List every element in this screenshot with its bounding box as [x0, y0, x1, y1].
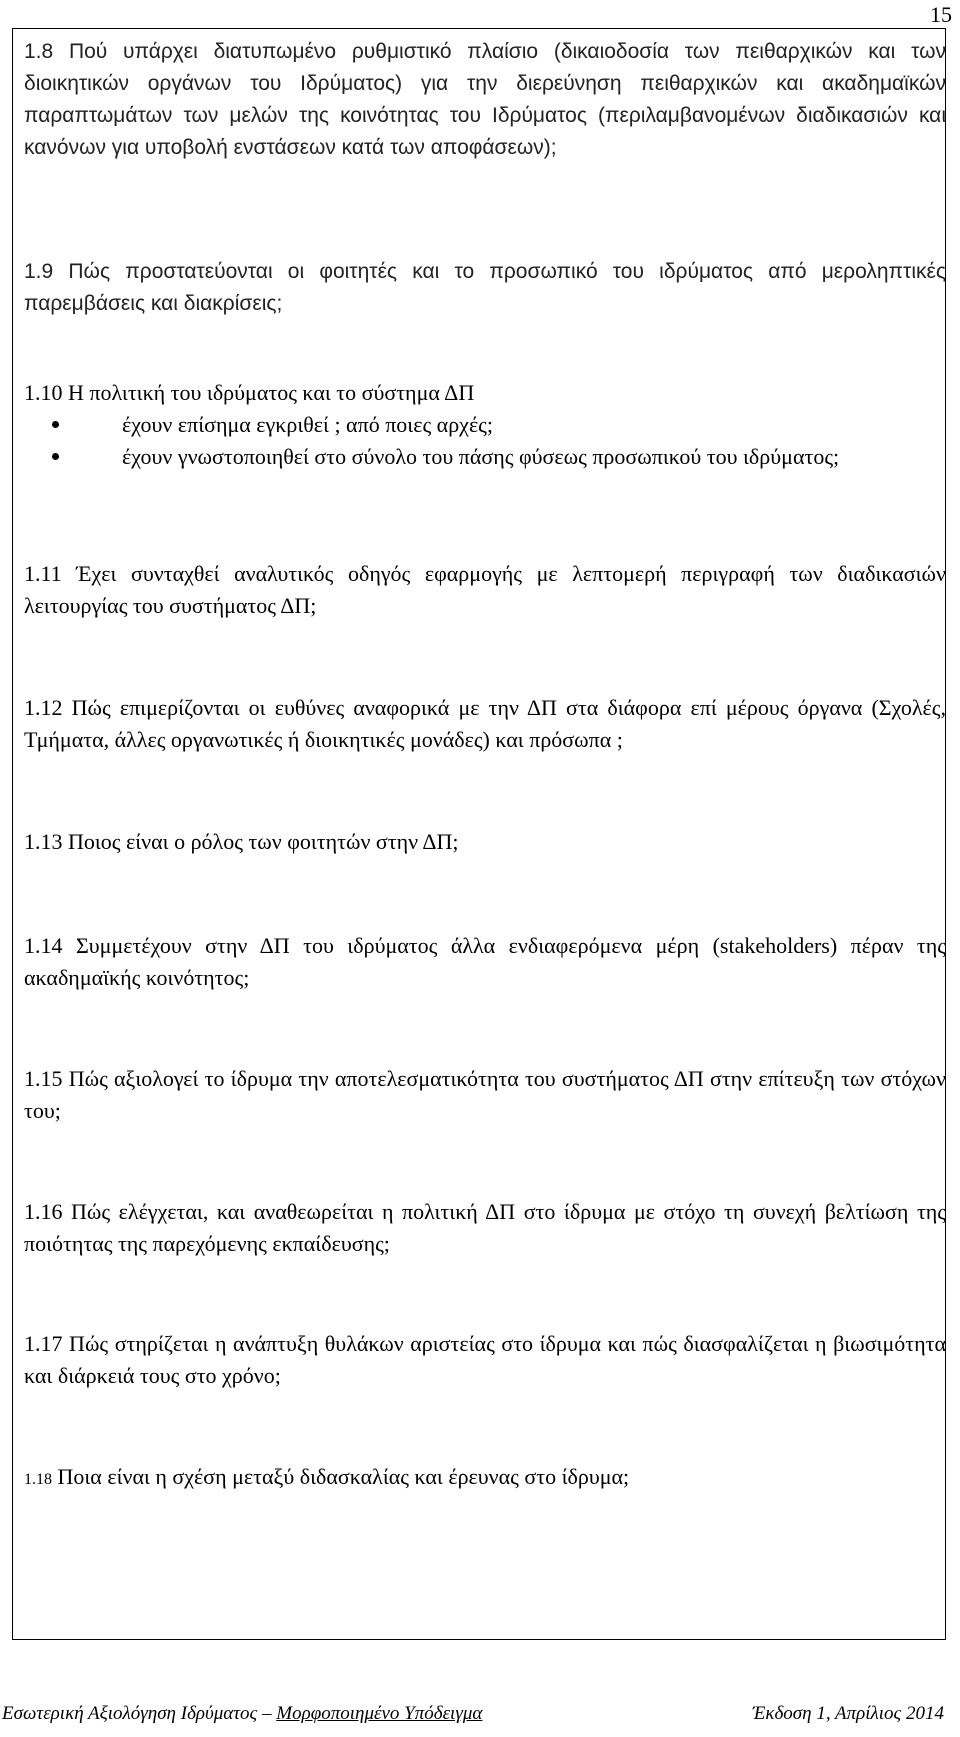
question-1-11: 1.11 Έχει συνταχθεί αναλυτικός οδηγός εφαρμογής με λεπτομερή περιγραφή των διαδικασιών λειτουργίας του συστήματος ΔΠ;: [24, 561, 946, 618]
page-number: 15: [930, 2, 952, 27]
question-1-16: 1.16 Πώς ελέγχεται, και αναθεωρείται η πολιτική ΔΠ στο ίδρυμα με στόχο τη συνεχή βελτίωση της ποιότητας της παρεχόμενης εκπαίδευσης;: [24, 1199, 946, 1256]
question-1-14: 1.14 Συμμετέχουν στην ΔΠ του ιδρύματος άλλα ενδιαφερόμενα μέρη (stakeholders) πέραν της ακαδημαϊκής κοινότητος;: [24, 933, 946, 990]
question-1-10: [24, 377, 946, 473]
footer-left: [2, 1702, 482, 1726]
bullet-item: έχουν επίσημα εγκριθεί ; από ποιες αρχές;: [24, 409, 946, 441]
footer-version: Έκδοση 1, Απρίλιος 2014: [752, 1703, 944, 1724]
bullet-item: έχουν γνωστοποιηθεί στο σύνολο του πάσης φύσεως προσωπικού του ιδρύματος;: [24, 441, 946, 473]
question-1-12: 1.12 Πώς επιμερίζονται οι ευθύνες αναφορικά με την ΔΠ στα διάφορα επί μέρους όργανα (Σχολές, Τμήματα, άλλες οργανωτικές ή διοικητικές μονάδες) και πρόσωπα ;: [24, 695, 946, 752]
question-1-17: 1.17 Πώς στηρίζεται η ανάπτυξη θυλάκων αριστείας στο ίδρυμα και πώς διασφαλίζεται η βιωσιμότητα και διάρκειά τους στο χρόνο;: [24, 1331, 946, 1388]
footer-document-title: Εσωτερική Αξιολόγηση Ιδρύματος –: [2, 1703, 277, 1724]
question-1-8: 1.8 Πού υπάρχει διατυπωμένο ρυθμιστικό πλαίσιο (δικαιοδοσία των πειθαρχικών και των διοικητικών οργάνων του Ιδρύματος) για την διερεύνηση πειθαρχικών και ακαδημαϊκών παραπτωμάτων των μελών της κοινότητας του Ιδρύματος (περιλαμβανομένων διαδικασιών και κανόνων για υποβολή ενστάσεων κατά των αποφάσεων);: [24, 40, 946, 159]
footer-template-label: Μορφοποιημένο Υπόδειγμα: [276, 1703, 483, 1724]
question-1-10-title: 1.10 Η πολιτική του ιδρύματος και το σύστημα ΔΠ: [24, 380, 475, 405]
question-1-18-number: 1.18: [24, 1471, 52, 1488]
question-1-9: 1.9 Πώς προστατεύονται οι φοιτητές και το προσωπικό του ιδρύματος από μεροληπτικές παρεμβάσεις και διακρίσεις;: [24, 260, 946, 315]
question-1-13: 1.13 Ποιος είναι ο ρόλος των φοιτητών στην ΔΠ;: [24, 829, 459, 854]
question-1-18-text: Ποια είναι η σχέση μεταξύ διδασκαλίας και έρευνας στο ίδρυμα;: [57, 1464, 630, 1489]
question-1-15: 1.15 Πώς αξιολογεί το ίδρυμα την αποτελεσματικότητα του συστήματος ΔΠ στην επίτευξη των στόχων του;: [24, 1066, 946, 1123]
question-1-10-bullets: [24, 409, 946, 473]
question-1-18: [24, 1461, 946, 1496]
